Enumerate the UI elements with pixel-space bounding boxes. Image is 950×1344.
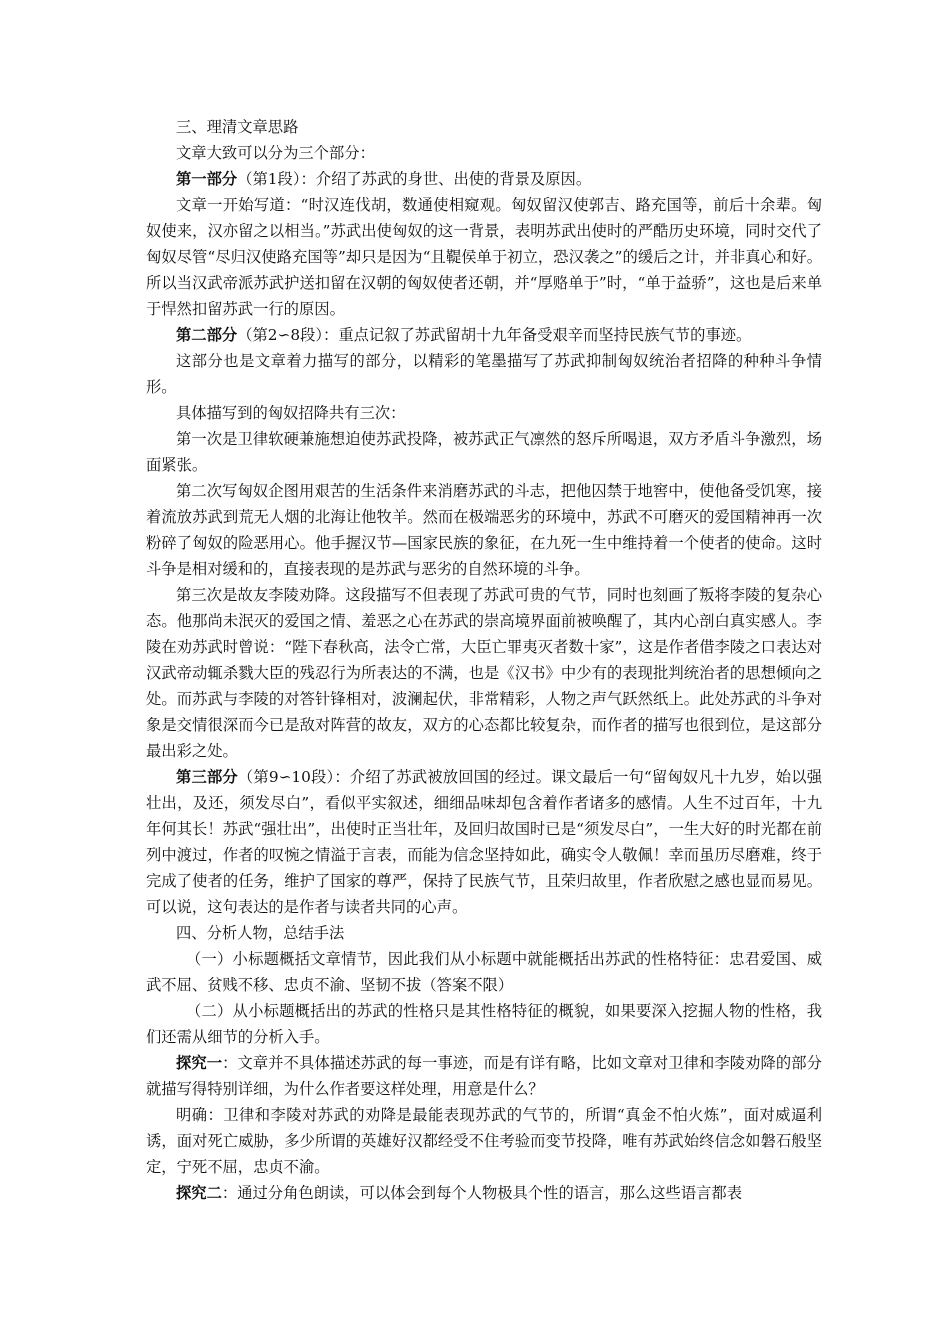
paragraph: （一）小标题概括文章情节，因此我们从小标题中就能概括出苏武的性格特征：忠君爱国、威武不屈、贫贱不移、忠贞不渝、坚韧不拔（答案不限） bbox=[146, 950, 822, 994]
paragraph: 具体描写到的匈奴招降共有三次： bbox=[176, 404, 406, 422]
part-one-text: （第1段）：介绍了苏武的身世、出使的背景及原因。 bbox=[237, 170, 592, 188]
paragraph: 第三次是故友李陵劝降。这段描写不但表现了苏武可贵的气节，同时也刻画了叛将李陵的复杂心态。他那尚未泯灭的爱国之情、羞恶之心在苏武的崇高境界面前被唤醒了，其内心剖白真实感人。李陵在劝苏武时曾说：“陛下春秋高，法令亡常，大臣亡罪夷灭者数十家”，这是作者借李陵之口表达对汉武帝动辄杀戮大臣的残忍行为所表达的不满，也是《汉书》中少有的表现批判统治者的思想倾向之处。而苏武与李陵的对答针锋相对，波澜起伏，非常精彩，人物之声气跃然纸上。此处苏武的斗争对象是交情很深而今已是敌对阵营的故友，双方的心态都比较复杂，而作者的描写也很到位，是这部分最出彩之处。 bbox=[146, 586, 822, 760]
document-body bbox=[146, 114, 822, 1206]
paragraph: 明确：卫律和李陵对苏武的劝降是最能表现苏武的气节的，所谓“真金不怕火炼”，面对威逼利诱，面对死亡威胁，多少所谓的英雄好汉都经受不住考验而变节投降，唯有苏武始终信念如磐石般坚定，宁死不屈，忠贞不渝。 bbox=[146, 1106, 822, 1176]
paragraph-inquiry-one bbox=[146, 1050, 822, 1102]
paragraph: （二）从小标题概括出的苏武的性格只是其性格特征的概貌，如果要深入挖掘人物的性格，我们还需从细节的分析入手。 bbox=[146, 1002, 822, 1046]
part-one-label: 第一部分 bbox=[176, 170, 238, 188]
inquiry-two-label: 探究二 bbox=[176, 1184, 222, 1202]
section-heading-4: 四、分析人物，总结手法 bbox=[176, 924, 345, 942]
paragraph: 第一次是卫律软硬兼施想迫使苏武投降，被苏武正气凛然的怒斥所喝退，双方矛盾斗争激烈，场面紧张。 bbox=[146, 430, 822, 474]
paragraph: 文章大致可以分为三个部分： bbox=[176, 144, 375, 162]
part-two-text: （第2∽8段）：重点记叙了苏武留胡十九年备受艰辛而坚持民族气节的事迹。 bbox=[237, 326, 752, 344]
paragraph: 这部分也是文章着力描写的部分，以精彩的笔墨描写了苏武抑制匈奴统治者招降的种种斗争情形。 bbox=[146, 352, 822, 396]
paragraph-part-one bbox=[146, 166, 822, 192]
part-three-text: （第9∽10段）：介绍了苏武被放回国的经过。课文最后一句“留匈奴凡十九岁，始以强壮出，及还，须发尽白”，看似平实叙述，细细品味却包含着作者诸多的感情。人生不过百年，十九年何其长！苏武“强壮出”，出使时正当壮年，及回归故国时已是“须发尽白”，一生大好的时光都在前列中渡过，作者的叹惋之情溢于言表，而能为信念坚持如此，确实令人敬佩！幸而虽历尽磨难，终于完成了使者的任务，维护了国家的尊严，保持了民族气节，且荣归故里，作者欣慰之感也显而易见。可以说，这句表达的是作者与读者共同的心声。 bbox=[146, 768, 822, 916]
section-heading-3: 三、理清文章思路 bbox=[176, 118, 299, 136]
paragraph-inquiry-two bbox=[146, 1180, 822, 1206]
inquiry-one-text: ：文章并不具体描述苏武的每一事迹，而是有详有略，比如文章对卫律和李陵劝降的部分就描写得特别详细，为什么作者要这样处理，用意是什么？ bbox=[146, 1054, 822, 1098]
inquiry-two-text: ：通过分角色朗读，可以体会到每个人物极具个性的语言，那么这些语言都表 bbox=[221, 1184, 743, 1202]
paragraph: 文章一开始写道：“时汉连伐胡，数通使相窥观。匈奴留汉使郭吉、路充国等，前后十余辈。匈奴使来，汉亦留之以相当。”苏武出使匈奴的这一背景，表明苏武出使时的严酷历史环境，同时交代了匈奴尽管“尽归汉使路充国等”却只是因为“且鞮侯单于初立，恐汉袭之”的缓后之计，并非真心和好。所以当汉武帝派苏武护送扣留在汉朝的匈奴使者还朝，并“厚赂单于”时，“单于益骄”，这也是后来单于悍然扣留苏武一行的原因。 bbox=[146, 196, 822, 318]
paragraph-part-three bbox=[146, 764, 822, 920]
inquiry-one-label: 探究一 bbox=[176, 1054, 223, 1072]
paragraph-part-two bbox=[146, 322, 822, 348]
paragraph: 第二次写匈奴企图用艰苦的生活条件来消磨苏武的斗志，把他囚禁于地窖中，使他备受饥寒，接着流放苏武到荒无人烟的北海让他牧羊。然而在极端恶劣的环境中，苏武不可磨灭的爱国精神再一次粉碎了匈奴的险恶用心。他手握汉节—国家民族的象征，在九死一生中维持着一个使者的使命。这时斗争是相对缓和的，直接表现的是苏武与恶劣的自然环境的斗争。 bbox=[146, 482, 822, 578]
part-two-label: 第二部分 bbox=[176, 326, 238, 344]
part-three-label: 第三部分 bbox=[176, 768, 238, 786]
